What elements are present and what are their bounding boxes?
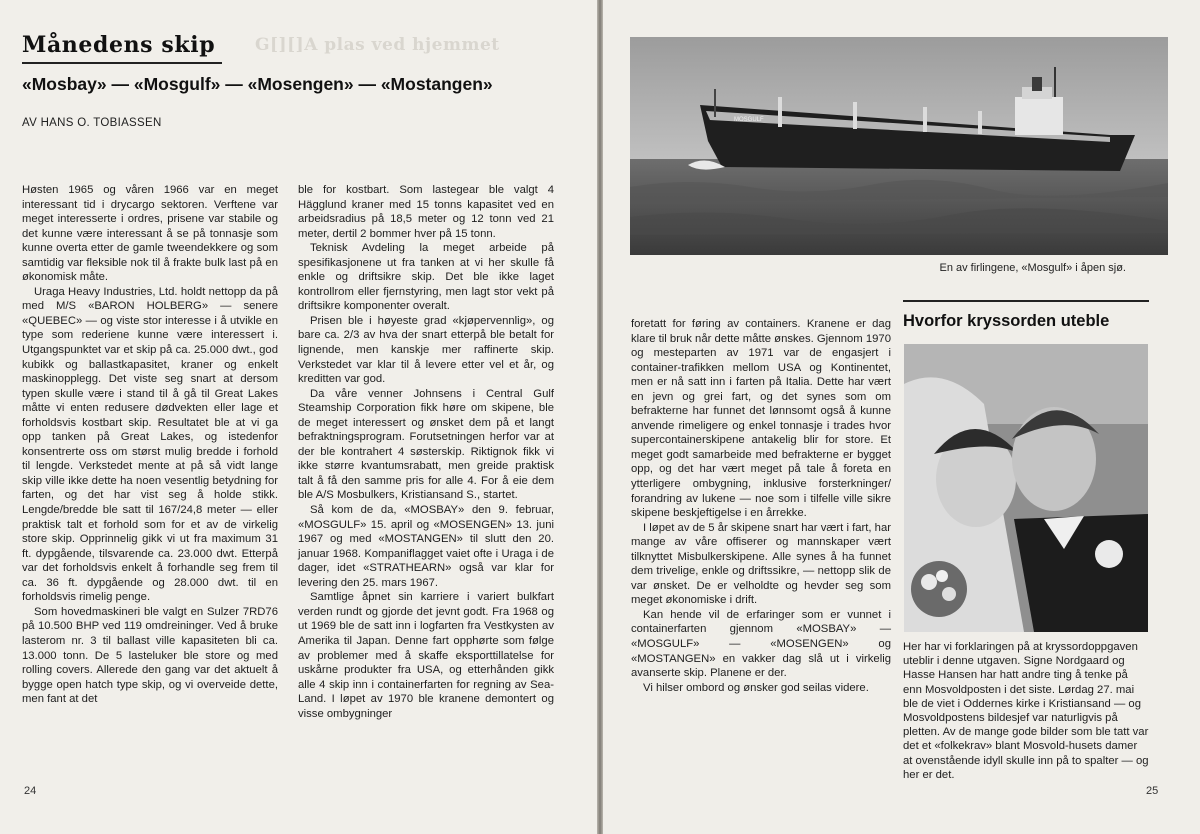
- section-masthead: Månedens skip: [22, 32, 216, 58]
- paragraph: Samtlige åpnet sin karriere i variert bulkfart verden rundt og gjorde det jevnt godt. Fra 1968 og ut 1969 ble de satt inn i logfarten fra Vestkysten av Amerika til Japan. Denne fart opphørte som følge av problemer med å skaffe eksporttillatelse for uskårne produkter fra USA, og etterhånden gikk alle 4 skip inn i containerfarten for regning av Sea-Land. I løpet av 1970 ble kranene demontert og visse ombygninger: [298, 591, 554, 720]
- boutonniere: [1095, 540, 1123, 568]
- article-headline: «Mosbay» — «Mosgulf» — «Mosengen» — «Mostangen»: [22, 74, 493, 94]
- hull-name: MOSGULF: [734, 117, 764, 123]
- paragraph: Uraga Heavy Industries, Ltd. holdt nettopp da på med M/S «BARON HOLBERG» — senere «QUEBEC» — og viste stor interesse i å utvikle en type som rederiene kunne være interessert i. Utgangspunktet var et skip på ca. 25.000 dwt., god kubikk og ballastkapasitet, kraner og enkelt maskinopplegg. Det viste seg snart at dersom typen skulle være i stand til å gå til Great Lakes måtte vi enten redusere dødvekten eller lage et forholdsvis kostbart skip. Resultatet ble at vi ga opp tanken på Great Lakes, og istedenfor konsentrerte oss om størst mulig bredde i forhold til lengde. Verkstedet mente at på så vidt lange skip ville ikke dette ha noen vesentlig betydning for farten, og det har vist seg å holde stikk. Lengde/bredde ble satt til 167/24,8 meter — eller praktisk talt et forhold som for et av de virkelig store skip. Opprinnelig gikk vi ut fra maximum 31 ft. dypgående, tilsvarende ca. 23.000 dwt. Etterpå var det forholdsvis enkelt å forhandle seg frem til ca. 36 ft. dypgående og 28.000 dwt. til en forholdsvis rimelig penge.: [22, 285, 278, 604]
- sidebar-text: [903, 640, 1149, 782]
- bleed-through-text: G[][]A plas ved hjemmet: [255, 35, 500, 55]
- photo-caption: En av firlingene, «Mosgulf» i åpen sjø.: [939, 262, 1126, 274]
- article-column-3: [631, 317, 891, 767]
- wedding-photo: [904, 344, 1148, 632]
- left-page: [0, 0, 597, 834]
- paragraph: Som hovedmaskineri ble valgt en Sulzer 7RD76 på 10.500 BHP ved 119 omdreininger. Ved å bruke lasterom nr. 3 til ballast ville kapasiteten bli ca. 13.000 tonn. De 5 lasteluker ble store og med rolling covers. Allerede den gang var det aktuelt å bygge open hatch type skip, og vi overveide dette, men fant at det: [22, 605, 278, 706]
- paragraph: Teknisk Avdeling la meget arbeide på spesifikasjonene ut fra tanken at vi her skulle få enkle og driftsikre skip. Det ble ikke laget kontrollrom eller fjernstyring, men lagt stor vekt på driftsikre komponenter overalt.: [298, 242, 554, 313]
- paragraph: Prisen ble i høyeste grad «kjøpervennlig», og bare ca. 2/3 av hva der snart etterpå ble betalt for lignende, men kanskje mer raffinerte skip. Verkstedet var klar til å levere etter vel et år, og kreditten var god.: [298, 314, 554, 386]
- article-column-2: [298, 183, 554, 783]
- right-page: [603, 0, 1200, 834]
- ship-illustration: [630, 37, 1168, 255]
- wedding-illustration: [904, 344, 1148, 632]
- groom-suit: [1014, 514, 1148, 632]
- ship-photo: [630, 37, 1168, 255]
- sidebar-title: Hvorfor kryssorden uteble: [903, 312, 1110, 330]
- sidebar-rule: [903, 300, 1149, 302]
- paragraph: Da våre venner Johnsens i Central Gulf Steamship Corporation fikk høre om skipene, ble de meget interessert og ønsket dem på et langt befraktningsprogram. Forutsetningen herfor var at der ble kontrahert 4 søsterskip. Riktignok fikk vi ikke større kvantumsrabatt, men greide praktisk talt å få den samme pris for alle 4. For å eie dem ble A/S Mosbulkers, Kristiansand S., startet.: [298, 387, 554, 502]
- paragraph: Vi hilser ombord og ønsker god seilas videre.: [643, 681, 869, 694]
- masthead-underline: [22, 62, 222, 64]
- article-byline: AV HANS O. TOBIASSEN: [22, 117, 162, 129]
- paragraph: ble for kostbart. Som lastegear ble valgt 4 Hägglund kraner med 15 tonns kapasitet ved en arbeidsradius på 18,5 meter og 12 tonn ved 21 meter, dertil 2 bommer hver på 15 tonn.: [298, 184, 554, 240]
- bouquet: [911, 561, 967, 617]
- page-number: 25: [1146, 785, 1159, 797]
- paragraph: Kan hende vil de erfaringer som er vunnet i containerfarten gjennom «MOSBAY» — «MOSGULF» — «MOSENGEN» og «MOSTANGEN» en vakker dag slå ut i virkelig avanserte skip. Planene er der.: [631, 608, 891, 680]
- paragraph: I løpet av de 5 år skipene snart har vært i fart, har mange av våre offiserer og mannskaper vært tilknyttet Misbulkerskipene. Alle synes å ha funnet dem trivelige, enkle og driftssikre, — nettopp slik de var ønsket. De er velholdte og hevder seg som meget økonomiske i drift.: [631, 521, 892, 607]
- paragraph: Så kom de da, «MOSBAY» den 9. februar, «MOSGULF» 15. april og «MOSENGEN» 13. juni 1967 og med «MOSTANGEN» til slutt den 20. januar 1968. Kompaniflagget vaiet ofte i Uraga i de dager, idet «STRATHEARN» også var klar for levering den 25. mars 1967.: [298, 504, 554, 589]
- page-number: 24: [24, 785, 37, 797]
- sidebar-paragraph: Her har vi forklaringen på at kryssordoppgaven uteblir i denne utgaven. Signe Nordgaard og Hasse Hansen har hatt andre ting å tenke på enn Mosvoldposten i det siste. Lørdag 27. mai ble de viet i Oddernes kirke i Kristiansand — og Mosvoldpostens bildesjef var naturligvis på pletten. Av de mange gode bilder som ble tatt var det et «folkekrav» blant Mosvold-husets damer at ovenstående idyll skulle inn på to spalter — og her er det.: [903, 641, 1149, 781]
- sea: [630, 159, 1168, 255]
- article-column-1: [22, 183, 278, 783]
- ship-funnel: [1032, 77, 1042, 91]
- ship-bridge: [1015, 97, 1063, 135]
- paragraph: foretatt for føring av containers. Kranene er dag klare til bruk når dette måtte ønskes. Gjennom 1970 og mesteparten av 1971 var de engasjert i container-trafikken mellom USA og Kontinentet, men er nå satt inn i farten på Italia. Dette har vært en jevn og grei fart, og det synes som om befrakterne har funnet det lønnsomt også å kunne anvende rimeligere og enkel tonnasje i trades hvor supercontainerskipene antakelig blir for store. Et meget godt samarbeide med befrakterne er bygget opp, og det har vært meget på tale å foreta en ytterligere ombygning, inklusive forsterkninger/ forandring av lukene — noe som i tilfelle ville sikre skipene beskjeftigelse i en årrekke.: [631, 318, 891, 520]
- paragraph: Høsten 1965 og våren 1966 var en meget interessant tid i drycargo sektoren. Verftene var meget interesserte i ordres, prisene var stabile og det kunne være interessant å se på tonnasje som kunne overta etter de gamle tweendekkere og som samtidig var fleksible nok til å frakte bulk last på en økonomisk måte.: [22, 184, 278, 284]
